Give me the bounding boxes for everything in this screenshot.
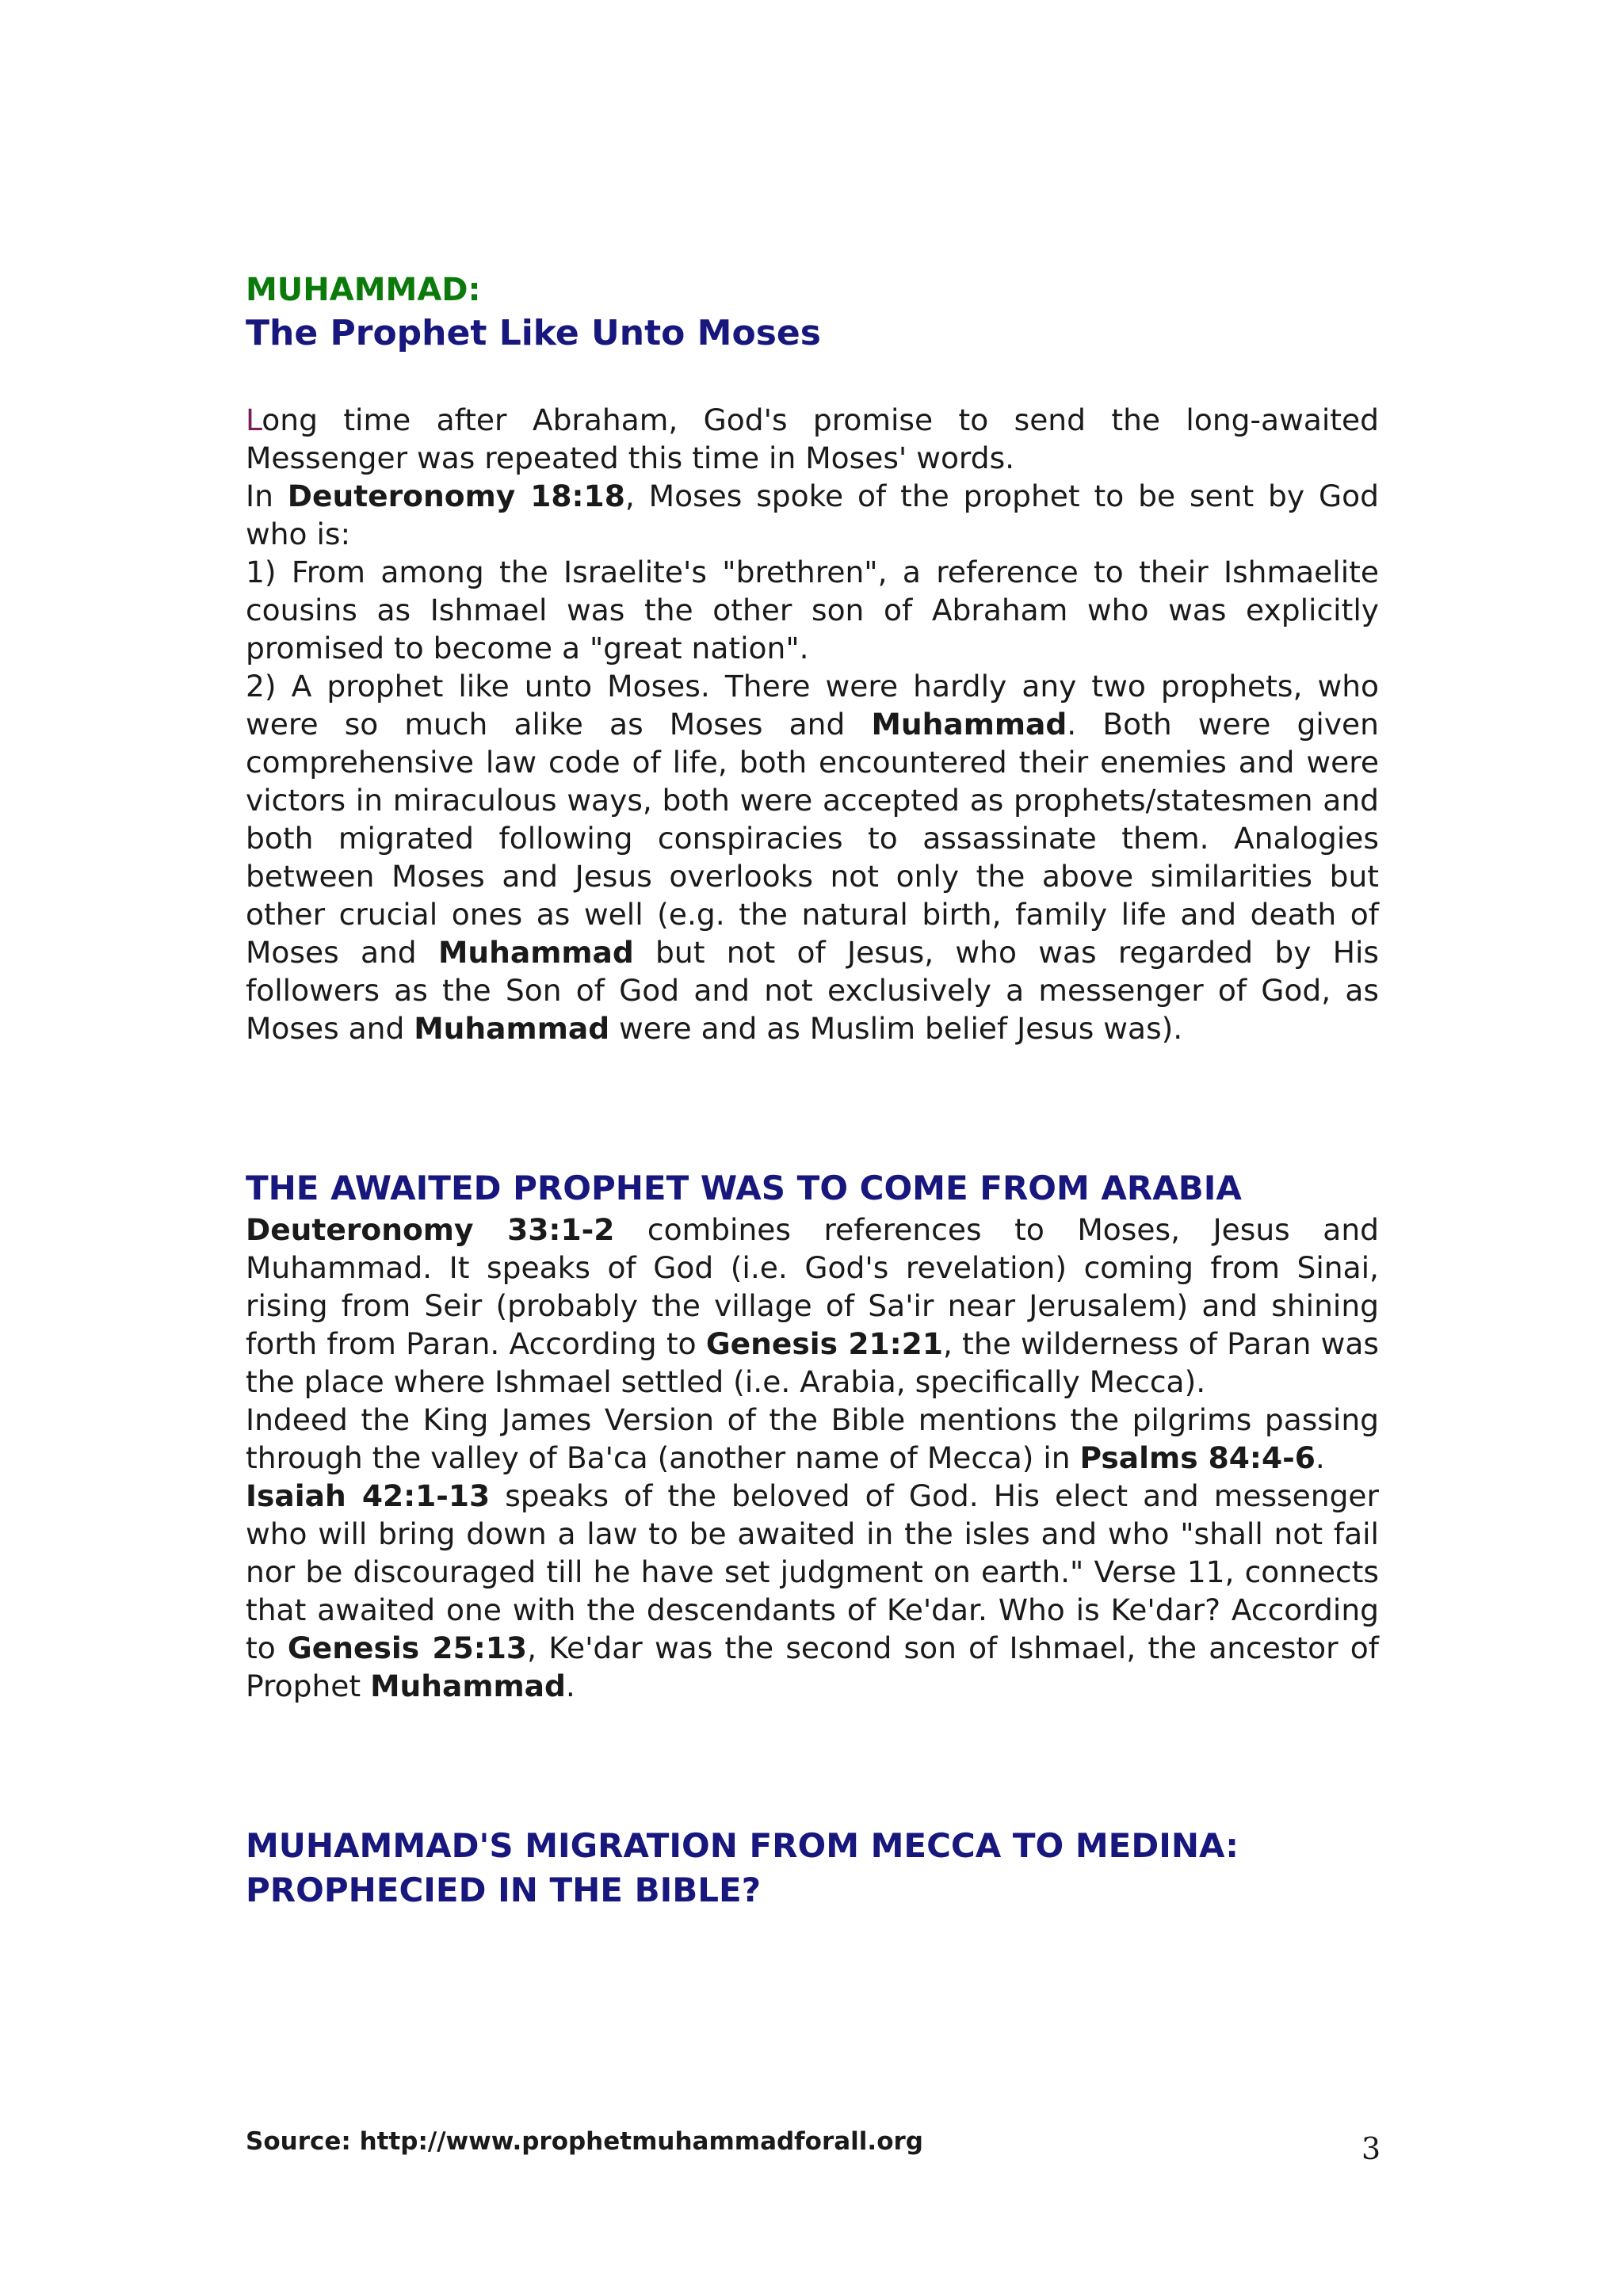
- title-line-2: The Prophet Like Unto Moses: [246, 313, 821, 353]
- title-block: [246, 269, 1379, 357]
- section-2-heading: THE AWAITED PROPHET WAS TO COME FROM ARABIA: [246, 1169, 1242, 1207]
- point-2-text-4: were and as Muslim belief Jesus was).: [609, 1011, 1183, 1046]
- section-2-text-2: , the wilderness of Paran was the place where Ishmael settled (i.e. Arabia, specifically Mecca).: [246, 1326, 1379, 1399]
- section-2-p3-text-1: speaks of the beloved of God. His elect and messenger who will bring down a law to be awaited in the isles and who "shall not fail nor be discouraged till he have set judgment on earth." Verse 11, connects that awaited one with the descendants of Ke'dar. Who is Ke'dar? According to: [246, 1478, 1380, 1665]
- intro-text-1: ong time after Abraham, God's promise to send the long-awaited Messenger was repeated this time in Moses' words.: [246, 402, 1379, 475]
- point-1-paragraph: 1) From among the Israelite's "brethren", a reference to their Ishmaelite cousins as Ishmael was the other son of Abraham who was explicitly promised to become a "great nation".: [246, 555, 1379, 666]
- point-2-bold-1: Muhammad: [871, 707, 1067, 742]
- intro-in-prefix: In: [246, 479, 288, 513]
- point-2-text-3: but not of Jesus, who was regarded by His followers as the Son of God and not exclusively a messenger of God, as Moses and: [246, 935, 1379, 1046]
- point-2-bold-3: Muhammad: [414, 1011, 610, 1046]
- section-3-heading-line-1: MUHAMMAD'S MIGRATION FROM MECCA TO MEDINA:: [246, 1826, 1239, 1865]
- section-2-p3-ref-1: Isaiah 42:1-13: [246, 1478, 491, 1513]
- section-2-p3-ref-2: Genesis 25:13: [287, 1630, 528, 1665]
- point-2-bold-2: Muhammad: [437, 935, 634, 970]
- section-2-p2-text-2: .: [1315, 1440, 1325, 1475]
- section-2-p3-text-2: , Ke'dar was the second son of Ishmael, the ancestor of Prophet: [246, 1630, 1379, 1703]
- point-2-text-2: . Both were given comprehensive law code of life, both encountered their enemies and were victors in miraculous ways, both were accepted as prophets/statesmen and both migrated following conspiracies to assassinate them. Analogies between Moses and Jesus overlooks not only the above similarities but other crucial ones as well (e.g. the natural birth, family life and death of Moses and: [246, 707, 1379, 970]
- section-3-heading: [246, 1824, 1379, 1913]
- section-2-text-1: combines references to Moses, Jesus and Muhammad. It speaks of God (i.e. God's revelation) coming from Sinai, rising from Seir (probably the village of Sa'ir near Jerusalem) and shining forth from Paran. According to: [246, 1212, 1379, 1361]
- section-2-p2-text-1: Indeed the King James Version of the Bible mentions the pilgrims passing through the valley of Ba'ca (another name of Mecca) in: [246, 1402, 1379, 1475]
- section-2-paragraph-2: [246, 1401, 1379, 1477]
- section-3-heading-line-2: PROPHECIED IN THE BIBLE?: [246, 1871, 762, 1909]
- section-2-ref-2: Genesis 21:21: [705, 1326, 943, 1361]
- section-2-p2-ref: Psalms 84:4-6: [1079, 1440, 1316, 1475]
- point-2-text-1: 2) A prophet like unto Moses. There were hardly any two prophets, who were so much alike as Moses and: [246, 669, 1379, 742]
- intro-paragraph: [246, 401, 1379, 553]
- point-2-paragraph: [246, 667, 1379, 1047]
- section-2-p3-text-3: .: [565, 1669, 575, 1703]
- intro-reference: Deuteronomy 18:18: [287, 479, 625, 513]
- section-2-paragraph-3: [246, 1477, 1379, 1705]
- title-line-1: MUHAMMAD:: [246, 272, 481, 308]
- section-2-paragraph-1: [246, 1211, 1379, 1401]
- page-number: 3: [1361, 2131, 1381, 2166]
- page-content: [246, 269, 1379, 1913]
- intro-text-2: , Moses spoke of the prophet to be sent by God who is:: [246, 479, 1379, 551]
- section-2-p3-bold: Muhammad: [370, 1669, 566, 1703]
- drop-letter: L: [246, 402, 262, 437]
- section-2-ref-1: Deuteronomy 33:1-2: [246, 1212, 615, 1247]
- footer-source: Source: http://www.prophetmuhammadforall.org: [246, 2127, 923, 2156]
